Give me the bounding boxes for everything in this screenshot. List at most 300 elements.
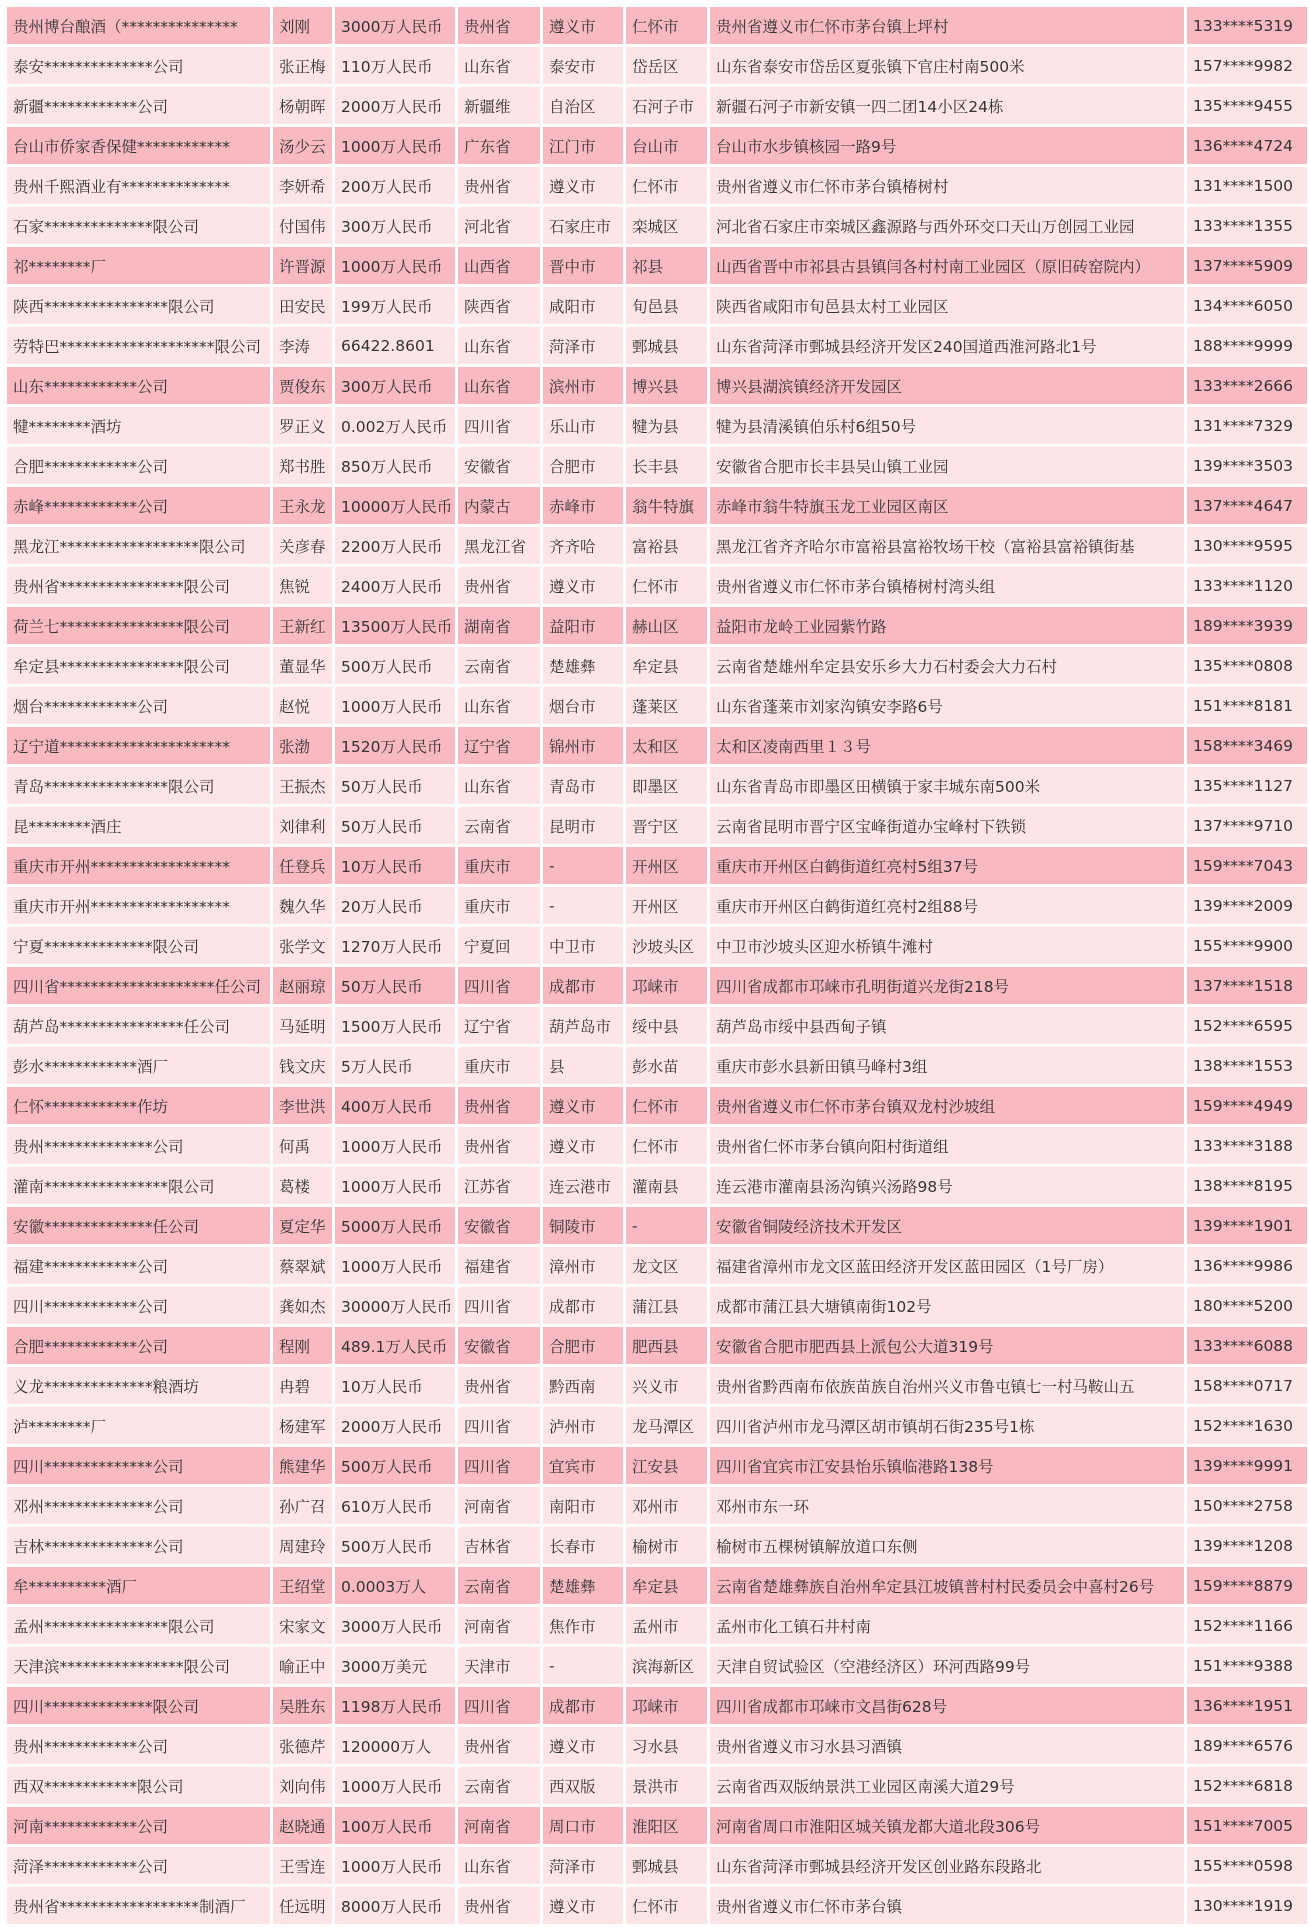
province-cell: 四川省 bbox=[458, 1407, 540, 1444]
company-name-cell: 贵州省******************制酒厂 bbox=[7, 1887, 270, 1924]
city-cell: 益阳市 bbox=[543, 607, 623, 644]
table-row bbox=[7, 207, 1307, 244]
table-row bbox=[7, 687, 1307, 724]
city-cell: 齐齐哈 bbox=[543, 527, 623, 564]
city-cell: 长春市 bbox=[543, 1527, 623, 1564]
company-name-cell: 山东************公司 bbox=[7, 367, 270, 404]
table-row bbox=[7, 1207, 1307, 1244]
company-name-cell: 西双************限公司 bbox=[7, 1767, 270, 1804]
address-cell: 榆树市五棵树镇解放道口东侧 bbox=[710, 1527, 1184, 1564]
company-name-cell: 牟**********酒厂 bbox=[7, 1567, 270, 1604]
legal-person-cell: 王雪连 bbox=[273, 1847, 332, 1884]
legal-person-cell: 何禹 bbox=[273, 1127, 332, 1164]
city-cell: 菏泽市 bbox=[543, 1847, 623, 1884]
address-cell: 河北省石家庄市栾城区鑫源路与西外环交口天山万创园工业园 bbox=[710, 207, 1184, 244]
company-table bbox=[4, 4, 1310, 1927]
company-name-cell: 重庆市开州****************** bbox=[7, 887, 270, 924]
legal-person-cell: 刘刚 bbox=[273, 7, 332, 44]
city-cell: 咸阳市 bbox=[543, 287, 623, 324]
county-cell: 江安县 bbox=[626, 1447, 707, 1484]
city-cell: 遵义市 bbox=[543, 1887, 623, 1924]
address-cell: 福建省漳州市龙文区蓝田经济开发区蓝田园区（1号厂房） bbox=[710, 1247, 1184, 1284]
table-row bbox=[7, 1807, 1307, 1844]
address-cell: 台山市水步镇核园一路9号 bbox=[710, 127, 1184, 164]
legal-person-cell: 杨建军 bbox=[273, 1407, 332, 1444]
table-row bbox=[7, 1687, 1307, 1724]
table-row bbox=[7, 7, 1307, 44]
registered-capital-cell: 1000万人民币 bbox=[335, 247, 455, 284]
legal-person-cell: 张正梅 bbox=[273, 47, 332, 84]
table-row bbox=[7, 1607, 1307, 1644]
registered-capital-cell: 10万人民币 bbox=[335, 847, 455, 884]
registered-capital-cell: 1000万人民币 bbox=[335, 127, 455, 164]
county-cell: 即墨区 bbox=[626, 767, 707, 804]
registered-capital-cell: 850万人民币 bbox=[335, 447, 455, 484]
table-row bbox=[7, 1167, 1307, 1204]
registered-capital-cell: 1270万人民币 bbox=[335, 927, 455, 964]
county-cell: 台山市 bbox=[626, 127, 707, 164]
province-cell: 河南省 bbox=[458, 1487, 540, 1524]
table-row bbox=[7, 607, 1307, 644]
county-cell: 牟定县 bbox=[626, 1567, 707, 1604]
county-cell: 开州区 bbox=[626, 887, 707, 924]
province-cell: 河北省 bbox=[458, 207, 540, 244]
city-cell: 晋中市 bbox=[543, 247, 623, 284]
county-cell: 蓬莱区 bbox=[626, 687, 707, 724]
registered-capital-cell: 3000万人民币 bbox=[335, 1607, 455, 1644]
registered-capital-cell: 50万人民币 bbox=[335, 807, 455, 844]
company-name-cell: 吉林**************公司 bbox=[7, 1527, 270, 1564]
company-name-cell: 犍********酒坊 bbox=[7, 407, 270, 444]
province-cell: 云南省 bbox=[458, 807, 540, 844]
table-row bbox=[7, 1407, 1307, 1444]
registered-capital-cell: 1000万人民币 bbox=[335, 1767, 455, 1804]
table-row bbox=[7, 567, 1307, 604]
province-cell: 辽宁省 bbox=[458, 1007, 540, 1044]
table-row bbox=[7, 1247, 1307, 1284]
county-cell: 景洪市 bbox=[626, 1767, 707, 1804]
legal-person-cell: 杨朝晖 bbox=[273, 87, 332, 124]
legal-person-cell: 冉碧 bbox=[273, 1367, 332, 1404]
county-cell: 肥西县 bbox=[626, 1327, 707, 1364]
company-name-cell: 荷兰七****************限公司 bbox=[7, 607, 270, 644]
city-cell: 石家庄市 bbox=[543, 207, 623, 244]
county-cell: 仁怀市 bbox=[626, 167, 707, 204]
address-cell: 四川省成都市邛崃市文昌街628号 bbox=[710, 1687, 1184, 1724]
address-cell: 贵州省遵义市习水县习酒镇 bbox=[710, 1727, 1184, 1764]
company-name-cell: 孟州****************限公司 bbox=[7, 1607, 270, 1644]
legal-person-cell: 魏久华 bbox=[273, 887, 332, 924]
address-cell: 贵州省黔西南布依族苗族自治州兴义市鲁屯镇七一村马鞍山五 bbox=[710, 1367, 1184, 1404]
company-name-cell: 祁********厂 bbox=[7, 247, 270, 284]
phone-cell: 137****1518 bbox=[1187, 967, 1307, 1004]
company-name-cell: 四川**************公司 bbox=[7, 1447, 270, 1484]
county-cell: 仁怀市 bbox=[626, 1887, 707, 1924]
phone-cell: 135****1127 bbox=[1187, 767, 1307, 804]
phone-cell: 155****0598 bbox=[1187, 1847, 1307, 1884]
address-cell: 山东省菏泽市鄄城县经济开发区创业路东段路北 bbox=[710, 1847, 1184, 1884]
company-name-cell: 陕西****************限公司 bbox=[7, 287, 270, 324]
table-row bbox=[7, 1887, 1307, 1924]
registered-capital-cell: 500万人民币 bbox=[335, 1527, 455, 1564]
county-cell: 邛崃市 bbox=[626, 1687, 707, 1724]
address-cell: 云南省楚雄彝族自治州牟定县江坡镇普村村民委员会中喜村26号 bbox=[710, 1567, 1184, 1604]
registered-capital-cell: 1000万人民币 bbox=[335, 1127, 455, 1164]
province-cell: 安徽省 bbox=[458, 1207, 540, 1244]
phone-cell: 139****2009 bbox=[1187, 887, 1307, 924]
province-cell: 山东省 bbox=[458, 1847, 540, 1884]
legal-person-cell: 董显华 bbox=[273, 647, 332, 684]
county-cell: 滨海新区 bbox=[626, 1647, 707, 1684]
registered-capital-cell: 5000万人民币 bbox=[335, 1207, 455, 1244]
table-row bbox=[7, 967, 1307, 1004]
company-name-cell: 贵州************公司 bbox=[7, 1727, 270, 1764]
table-row bbox=[7, 1527, 1307, 1564]
city-cell: 宜宾市 bbox=[543, 1447, 623, 1484]
province-cell: 安徽省 bbox=[458, 1327, 540, 1364]
province-cell: 贵州省 bbox=[458, 7, 540, 44]
province-cell: 辽宁省 bbox=[458, 727, 540, 764]
city-cell: 葫芦岛市 bbox=[543, 1007, 623, 1044]
phone-cell: 133****5319 bbox=[1187, 7, 1307, 44]
table-row bbox=[7, 1727, 1307, 1764]
phone-cell: 151****8181 bbox=[1187, 687, 1307, 724]
registered-capital-cell: 100万人民币 bbox=[335, 1807, 455, 1844]
address-cell: 葫芦岛市绥中县西甸子镇 bbox=[710, 1007, 1184, 1044]
address-cell: 连云港市灌南县汤沟镇兴汤路98号 bbox=[710, 1167, 1184, 1204]
county-cell: 岱岳区 bbox=[626, 47, 707, 84]
table-row bbox=[7, 447, 1307, 484]
registered-capital-cell: 2000万人民币 bbox=[335, 1407, 455, 1444]
province-cell: 河南省 bbox=[458, 1607, 540, 1644]
province-cell: 黑龙江省 bbox=[458, 527, 540, 564]
city-cell: 青岛市 bbox=[543, 767, 623, 804]
city-cell: 锦州市 bbox=[543, 727, 623, 764]
registered-capital-cell: 20万人民币 bbox=[335, 887, 455, 924]
address-cell: 邓州市东一环 bbox=[710, 1487, 1184, 1524]
province-cell: 云南省 bbox=[458, 647, 540, 684]
province-cell: 江苏省 bbox=[458, 1167, 540, 1204]
company-name-cell: 菏泽************公司 bbox=[7, 1847, 270, 1884]
legal-person-cell: 夏定华 bbox=[273, 1207, 332, 1244]
city-cell: 楚雄彝 bbox=[543, 647, 623, 684]
phone-cell: 135****9455 bbox=[1187, 87, 1307, 124]
province-cell: 四川省 bbox=[458, 407, 540, 444]
legal-person-cell: 任远明 bbox=[273, 1887, 332, 1924]
address-cell: 云南省西双版纳景洪工业园区南溪大道29号 bbox=[710, 1767, 1184, 1804]
county-cell: 龙马潭区 bbox=[626, 1407, 707, 1444]
address-cell: 云南省昆明市晋宁区宝峰街道办宝峰村下铁锁 bbox=[710, 807, 1184, 844]
province-cell: 四川省 bbox=[458, 967, 540, 1004]
city-cell: 泸州市 bbox=[543, 1407, 623, 1444]
registered-capital-cell: 8000万人民币 bbox=[335, 1887, 455, 1924]
county-cell: 彭水苗 bbox=[626, 1047, 707, 1084]
registered-capital-cell: 50万人民币 bbox=[335, 967, 455, 1004]
company-name-cell: 贵州博台酿酒（*************** bbox=[7, 7, 270, 44]
legal-person-cell: 葛楼 bbox=[273, 1167, 332, 1204]
phone-cell: 130****9595 bbox=[1187, 527, 1307, 564]
registered-capital-cell: 5万人民币 bbox=[335, 1047, 455, 1084]
phone-cell: 137****4647 bbox=[1187, 487, 1307, 524]
table-row bbox=[7, 287, 1307, 324]
address-cell: 重庆市开州区白鹤街道红亮村5组37号 bbox=[710, 847, 1184, 884]
city-cell: - bbox=[543, 847, 623, 884]
legal-person-cell: 刘律利 bbox=[273, 807, 332, 844]
legal-person-cell: 郑书胜 bbox=[273, 447, 332, 484]
company-name-cell: 天津滨****************限公司 bbox=[7, 1647, 270, 1684]
phone-cell: 131****1500 bbox=[1187, 167, 1307, 204]
legal-person-cell: 张渤 bbox=[273, 727, 332, 764]
registered-capital-cell: 50万人民币 bbox=[335, 767, 455, 804]
company-name-cell: 牟定县****************限公司 bbox=[7, 647, 270, 684]
registered-capital-cell: 0.002万人民币 bbox=[335, 407, 455, 444]
address-cell: 河南省周口市淮阳区城关镇龙都大道北段306号 bbox=[710, 1807, 1184, 1844]
province-cell: 贵州省 bbox=[458, 1727, 540, 1764]
phone-cell: 133****2666 bbox=[1187, 367, 1307, 404]
legal-person-cell: 王永龙 bbox=[273, 487, 332, 524]
legal-person-cell: 张学文 bbox=[273, 927, 332, 964]
legal-person-cell: 王绍堂 bbox=[273, 1567, 332, 1604]
phone-cell: 136****9986 bbox=[1187, 1247, 1307, 1284]
table-row bbox=[7, 1087, 1307, 1124]
province-cell: 云南省 bbox=[458, 1767, 540, 1804]
province-cell: 天津市 bbox=[458, 1647, 540, 1684]
legal-person-cell: 喻正中 bbox=[273, 1647, 332, 1684]
legal-person-cell: 王新红 bbox=[273, 607, 332, 644]
registered-capital-cell: 10万人民币 bbox=[335, 1367, 455, 1404]
phone-cell: 189****3939 bbox=[1187, 607, 1307, 644]
registered-capital-cell: 500万人民币 bbox=[335, 1447, 455, 1484]
legal-person-cell: 张德芹 bbox=[273, 1727, 332, 1764]
city-cell: 烟台市 bbox=[543, 687, 623, 724]
registered-capital-cell: 3000万人民币 bbox=[335, 7, 455, 44]
address-cell: 赤峰市翁牛特旗玉龙工业园区南区 bbox=[710, 487, 1184, 524]
province-cell: 贵州省 bbox=[458, 1367, 540, 1404]
city-cell: 自治区 bbox=[543, 87, 623, 124]
table-row bbox=[7, 727, 1307, 764]
legal-person-cell: 李涛 bbox=[273, 327, 332, 364]
registered-capital-cell: 10000万人民币 bbox=[335, 487, 455, 524]
phone-cell: 139****1901 bbox=[1187, 1207, 1307, 1244]
phone-cell: 159****4949 bbox=[1187, 1087, 1307, 1124]
table-row bbox=[7, 1047, 1307, 1084]
address-cell: 中卫市沙坡头区迎水桥镇牛滩村 bbox=[710, 927, 1184, 964]
registered-capital-cell: 1000万人民币 bbox=[335, 1167, 455, 1204]
company-name-cell: 河南************公司 bbox=[7, 1807, 270, 1844]
county-cell: 蒲江县 bbox=[626, 1287, 707, 1324]
table-row bbox=[7, 87, 1307, 124]
registered-capital-cell: 2400万人民币 bbox=[335, 567, 455, 604]
address-cell: 安徽省合肥市肥西县上派包公大道319号 bbox=[710, 1327, 1184, 1364]
phone-cell: 158****3469 bbox=[1187, 727, 1307, 764]
county-cell: 长丰县 bbox=[626, 447, 707, 484]
city-cell: 县 bbox=[543, 1047, 623, 1084]
legal-person-cell: 马延明 bbox=[273, 1007, 332, 1044]
phone-cell: 130****1919 bbox=[1187, 1887, 1307, 1924]
phone-cell: 151****9388 bbox=[1187, 1647, 1307, 1684]
table-row bbox=[7, 1487, 1307, 1524]
address-cell: 太和区凌南西里１３号 bbox=[710, 727, 1184, 764]
table-row bbox=[7, 1647, 1307, 1684]
city-cell: 菏泽市 bbox=[543, 327, 623, 364]
address-cell: 贵州省仁怀市茅台镇向阳村街道组 bbox=[710, 1127, 1184, 1164]
province-cell: 重庆市 bbox=[458, 847, 540, 884]
company-name-cell: 重庆市开州****************** bbox=[7, 847, 270, 884]
city-cell: 遵义市 bbox=[543, 1127, 623, 1164]
phone-cell: 137****5909 bbox=[1187, 247, 1307, 284]
county-cell: 富裕县 bbox=[626, 527, 707, 564]
legal-person-cell: 贾俊东 bbox=[273, 367, 332, 404]
county-cell: 邓州市 bbox=[626, 1487, 707, 1524]
company-name-cell: 烟台************公司 bbox=[7, 687, 270, 724]
table-row bbox=[7, 167, 1307, 204]
city-cell: 焦作市 bbox=[543, 1607, 623, 1644]
phone-cell: 158****0717 bbox=[1187, 1367, 1307, 1404]
phone-cell: 133****1120 bbox=[1187, 567, 1307, 604]
province-cell: 山东省 bbox=[458, 327, 540, 364]
registered-capital-cell: 1000万人民币 bbox=[335, 1247, 455, 1284]
company-name-cell: 黑龙江******************限公司 bbox=[7, 527, 270, 564]
registered-capital-cell: 30000万人民币 bbox=[335, 1287, 455, 1324]
registered-capital-cell: 610万人民币 bbox=[335, 1487, 455, 1524]
county-cell: 习水县 bbox=[626, 1727, 707, 1764]
address-cell: 山东省泰安市岱岳区夏张镇下官庄村南500米 bbox=[710, 47, 1184, 84]
city-cell: 合肥市 bbox=[543, 447, 623, 484]
legal-person-cell: 赵晓通 bbox=[273, 1807, 332, 1844]
address-cell: 孟州市化工镇石井村南 bbox=[710, 1607, 1184, 1644]
legal-person-cell: 刘向伟 bbox=[273, 1767, 332, 1804]
company-name-cell: 宁夏**************限公司 bbox=[7, 927, 270, 964]
county-cell: 晋宁区 bbox=[626, 807, 707, 844]
legal-person-cell: 钱文庆 bbox=[273, 1047, 332, 1084]
province-cell: 福建省 bbox=[458, 1247, 540, 1284]
address-cell: 四川省成都市邛崃市孔明街道兴龙街218号 bbox=[710, 967, 1184, 1004]
city-cell: 南阳市 bbox=[543, 1487, 623, 1524]
address-cell: 山东省青岛市即墨区田横镇于家丰城东南500米 bbox=[710, 767, 1184, 804]
county-cell: 栾城区 bbox=[626, 207, 707, 244]
address-cell: 贵州省遵义市仁怀市茅台镇双龙村沙坡组 bbox=[710, 1087, 1184, 1124]
province-cell: 吉林省 bbox=[458, 1527, 540, 1564]
registered-capital-cell: 1500万人民币 bbox=[335, 1007, 455, 1044]
address-cell: 贵州省遵义市仁怀市茅台镇椿树村湾头组 bbox=[710, 567, 1184, 604]
phone-cell: 180****5200 bbox=[1187, 1287, 1307, 1324]
county-cell: - bbox=[626, 1207, 707, 1244]
province-cell: 河南省 bbox=[458, 1807, 540, 1844]
county-cell: 旬邑县 bbox=[626, 287, 707, 324]
registered-capital-cell: 110万人民币 bbox=[335, 47, 455, 84]
table-row bbox=[7, 767, 1307, 804]
table-row bbox=[7, 1367, 1307, 1404]
table-row bbox=[7, 1007, 1307, 1044]
province-cell: 山东省 bbox=[458, 367, 540, 404]
county-cell: 孟州市 bbox=[626, 1607, 707, 1644]
legal-person-cell: 许晋源 bbox=[273, 247, 332, 284]
county-cell: 邛崃市 bbox=[626, 967, 707, 1004]
phone-cell: 136****4724 bbox=[1187, 127, 1307, 164]
phone-cell: 137****9710 bbox=[1187, 807, 1307, 844]
county-cell: 牟定县 bbox=[626, 647, 707, 684]
phone-cell: 152****6595 bbox=[1187, 1007, 1307, 1044]
table-row bbox=[7, 487, 1307, 524]
phone-cell: 150****2758 bbox=[1187, 1487, 1307, 1524]
table-row bbox=[7, 327, 1307, 364]
company-name-cell: 彭水************酒厂 bbox=[7, 1047, 270, 1084]
table-row bbox=[7, 1287, 1307, 1324]
province-cell: 贵州省 bbox=[458, 1887, 540, 1924]
city-cell: 成都市 bbox=[543, 1687, 623, 1724]
city-cell: 遵义市 bbox=[543, 1087, 623, 1124]
phone-cell: 151****7005 bbox=[1187, 1807, 1307, 1844]
legal-person-cell: 赵悦 bbox=[273, 687, 332, 724]
county-cell: 淮阳区 bbox=[626, 1807, 707, 1844]
company-name-cell: 四川省********************任公司 bbox=[7, 967, 270, 1004]
city-cell: 遵义市 bbox=[543, 567, 623, 604]
legal-person-cell: 熊建华 bbox=[273, 1447, 332, 1484]
city-cell: 江门市 bbox=[543, 127, 623, 164]
province-cell: 安徽省 bbox=[458, 447, 540, 484]
company-name-cell: 泰安**************公司 bbox=[7, 47, 270, 84]
table-row bbox=[7, 407, 1307, 444]
city-cell: 黔西南 bbox=[543, 1367, 623, 1404]
legal-person-cell: 李世洪 bbox=[273, 1087, 332, 1124]
province-cell: 内蒙古 bbox=[458, 487, 540, 524]
province-cell: 四川省 bbox=[458, 1687, 540, 1724]
address-cell: 安徽省合肥市长丰县吴山镇工业园 bbox=[710, 447, 1184, 484]
county-cell: 龙文区 bbox=[626, 1247, 707, 1284]
legal-person-cell: 李妍希 bbox=[273, 167, 332, 204]
phone-cell: 138****8195 bbox=[1187, 1167, 1307, 1204]
legal-person-cell: 任登兵 bbox=[273, 847, 332, 884]
province-cell: 山东省 bbox=[458, 47, 540, 84]
address-cell: 贵州省遵义市仁怀市茅台镇椿树村 bbox=[710, 167, 1184, 204]
province-cell: 四川省 bbox=[458, 1447, 540, 1484]
city-cell: 铜陵市 bbox=[543, 1207, 623, 1244]
city-cell: 遵义市 bbox=[543, 1727, 623, 1764]
phone-cell: 159****7043 bbox=[1187, 847, 1307, 884]
province-cell: 四川省 bbox=[458, 1287, 540, 1324]
address-cell: 安徽省铜陵经济技术开发区 bbox=[710, 1207, 1184, 1244]
table-row bbox=[7, 47, 1307, 84]
legal-person-cell: 赵丽琼 bbox=[273, 967, 332, 1004]
county-cell: 祁县 bbox=[626, 247, 707, 284]
city-cell: 中卫市 bbox=[543, 927, 623, 964]
address-cell: 天津自贸试验区（空港经济区）环河西路99号 bbox=[710, 1647, 1184, 1684]
county-cell: 太和区 bbox=[626, 727, 707, 764]
company-name-cell: 泸********厂 bbox=[7, 1407, 270, 1444]
phone-cell: 136****1951 bbox=[1187, 1687, 1307, 1724]
table-row bbox=[7, 927, 1307, 964]
phone-cell: 139****3503 bbox=[1187, 447, 1307, 484]
province-cell: 广东省 bbox=[458, 127, 540, 164]
province-cell: 山东省 bbox=[458, 687, 540, 724]
legal-person-cell: 焦锐 bbox=[273, 567, 332, 604]
county-cell: 鄄城县 bbox=[626, 1847, 707, 1884]
address-cell: 山东省蓬莱市刘家沟镇安李路6号 bbox=[710, 687, 1184, 724]
address-cell: 山西省晋中市祁县古县镇闫各村村南工业园区（原旧砖窑院内） bbox=[710, 247, 1184, 284]
city-cell: - bbox=[543, 887, 623, 924]
county-cell: 兴义市 bbox=[626, 1367, 707, 1404]
city-cell: 合肥市 bbox=[543, 1327, 623, 1364]
address-cell: 成都市蒲江县大塘镇南街102号 bbox=[710, 1287, 1184, 1324]
address-cell: 云南省楚雄州牟定县安乐乡大力石村委会大力石村 bbox=[710, 647, 1184, 684]
company-name-cell: 邓州**************公司 bbox=[7, 1487, 270, 1524]
company-name-cell: 安徽**************任公司 bbox=[7, 1207, 270, 1244]
company-name-cell: 劳特巴********************限公司 bbox=[7, 327, 270, 364]
phone-cell: 139****9991 bbox=[1187, 1447, 1307, 1484]
company-name-cell: 青岛****************限公司 bbox=[7, 767, 270, 804]
province-cell: 贵州省 bbox=[458, 1087, 540, 1124]
legal-person-cell: 蔡翠斌 bbox=[273, 1247, 332, 1284]
